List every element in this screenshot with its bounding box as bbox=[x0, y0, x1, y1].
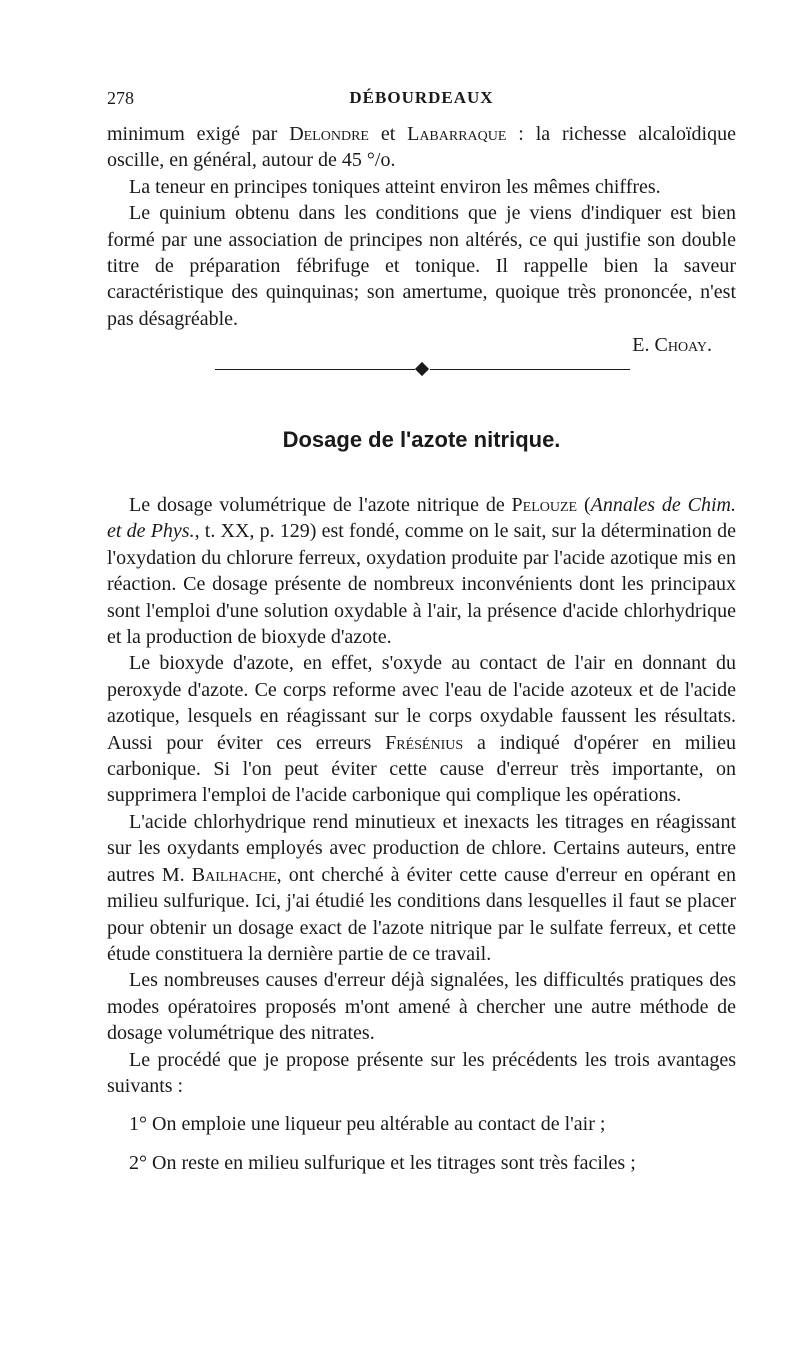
paragraph: Le dosage volumétrique de l'azote nitrique de Pelouze (Annales de Chim. et de Phys., t. XX, p. 129) est fondé, comme on le sait, sur la détermination de l'oxydation du chlorure ferreux, oxydation produite par l'acide azotique mis en réaction. Ce dosage présente de nombreux inconvénients dont les principaux sont l'emploi d'une solution oxydable à l'air, la présence d'acide chlorhydrique et la production de bioxyde d'azote. bbox=[107, 494, 737, 649]
author-name: Labarraque bbox=[407, 123, 507, 145]
paragraph: Le procédé que je propose présente sur les précédents les trois avantages suivants : bbox=[107, 1048, 736, 1097]
author-name: Bailhache bbox=[191, 863, 277, 886]
previous-article-ending bbox=[107, 121, 736, 359]
article-body bbox=[107, 492, 736, 1176]
paragraph: Le quinium obtenu dans les conditions que je viens d'indiquer est bien formé par une association de principes non altérés, ce qui justifie son double titre de préparation fébrifuge et tonique. Il rappelle bien la saveur caractéristique des quinquinas; son amertume, quoique très prononcée, n'est pas désagréable. bbox=[107, 202, 736, 330]
running-title: DÉBOURDEAUX bbox=[349, 88, 494, 107]
paragraph: La teneur en principes toniques atteint environ les mêmes chiffres. bbox=[129, 175, 661, 198]
paragraph: Le bioxyde d'azote, en effet, s'oxyde au contact de l'air en donnant du peroxyde d'azote. Ce corps reforme avec l'eau de l'acide azoteux et de l'acide azotique, lesquels en réagissant sur le corps oxydable faussent les résultats. Aussi pour éviter ces erreurs Frésénius a indiqué d'opérer en milieu carbonique. Si l'on peut éviter cette cause d'erreur très importante, on supprimera l'emploi de l'acide carbonique qui complique les opérations. bbox=[107, 652, 736, 807]
section-title: Dosage de l'azote nitrique. bbox=[282, 427, 561, 452]
signature: E. Choay. bbox=[632, 334, 712, 357]
author-name: Delondre bbox=[289, 123, 369, 145]
author-name: Pelouze bbox=[511, 494, 578, 516]
journal-reference: Annales de Chim. et de Phys. bbox=[107, 494, 736, 543]
list-item: 1° On emploie une liqueur peu altérable au contact de l'air ; bbox=[129, 1113, 606, 1136]
author-name: Frésénius bbox=[385, 731, 464, 754]
section-divider bbox=[215, 360, 630, 380]
paragraph: L'acide chlorhydrique rend minutieux et inexacts les titrages en réagissant sur les oxydants employés avec production de chlore. Certains auteurs, entre autres M. Bailhache, ont cherché à éviter cette cause d'erreur en opérant en milieu sulfurique. Ici, j'ai étudié les conditions dans lesquelles il faut se placer pour obtenir un dosage exact de l'azote nitrique par le sulfate ferreux, et cette étude constituera la dernière partie de ce travail. bbox=[107, 810, 736, 965]
divider-rule-right bbox=[430, 369, 630, 370]
divider-rule-left bbox=[215, 369, 415, 370]
paragraph: Les nombreuses causes d'erreur déjà signalées, les difficultés pratiques des modes opératoires proposés m'ont amené à chercher une autre méthode de dosage volumétrique des nitrates. bbox=[107, 969, 736, 1045]
list-item: 2° On reste en milieu sulfurique et les titrages sont très faciles ; bbox=[129, 1151, 636, 1174]
paragraph: minimum exigé par Delondre et Labarraque : la richesse alcaloïdique oscille, en général, autour de 45 °/o. bbox=[107, 123, 736, 172]
page-number: 278 bbox=[107, 88, 134, 108]
diamond-ornament-icon bbox=[415, 362, 429, 376]
page-header bbox=[107, 88, 736, 118]
